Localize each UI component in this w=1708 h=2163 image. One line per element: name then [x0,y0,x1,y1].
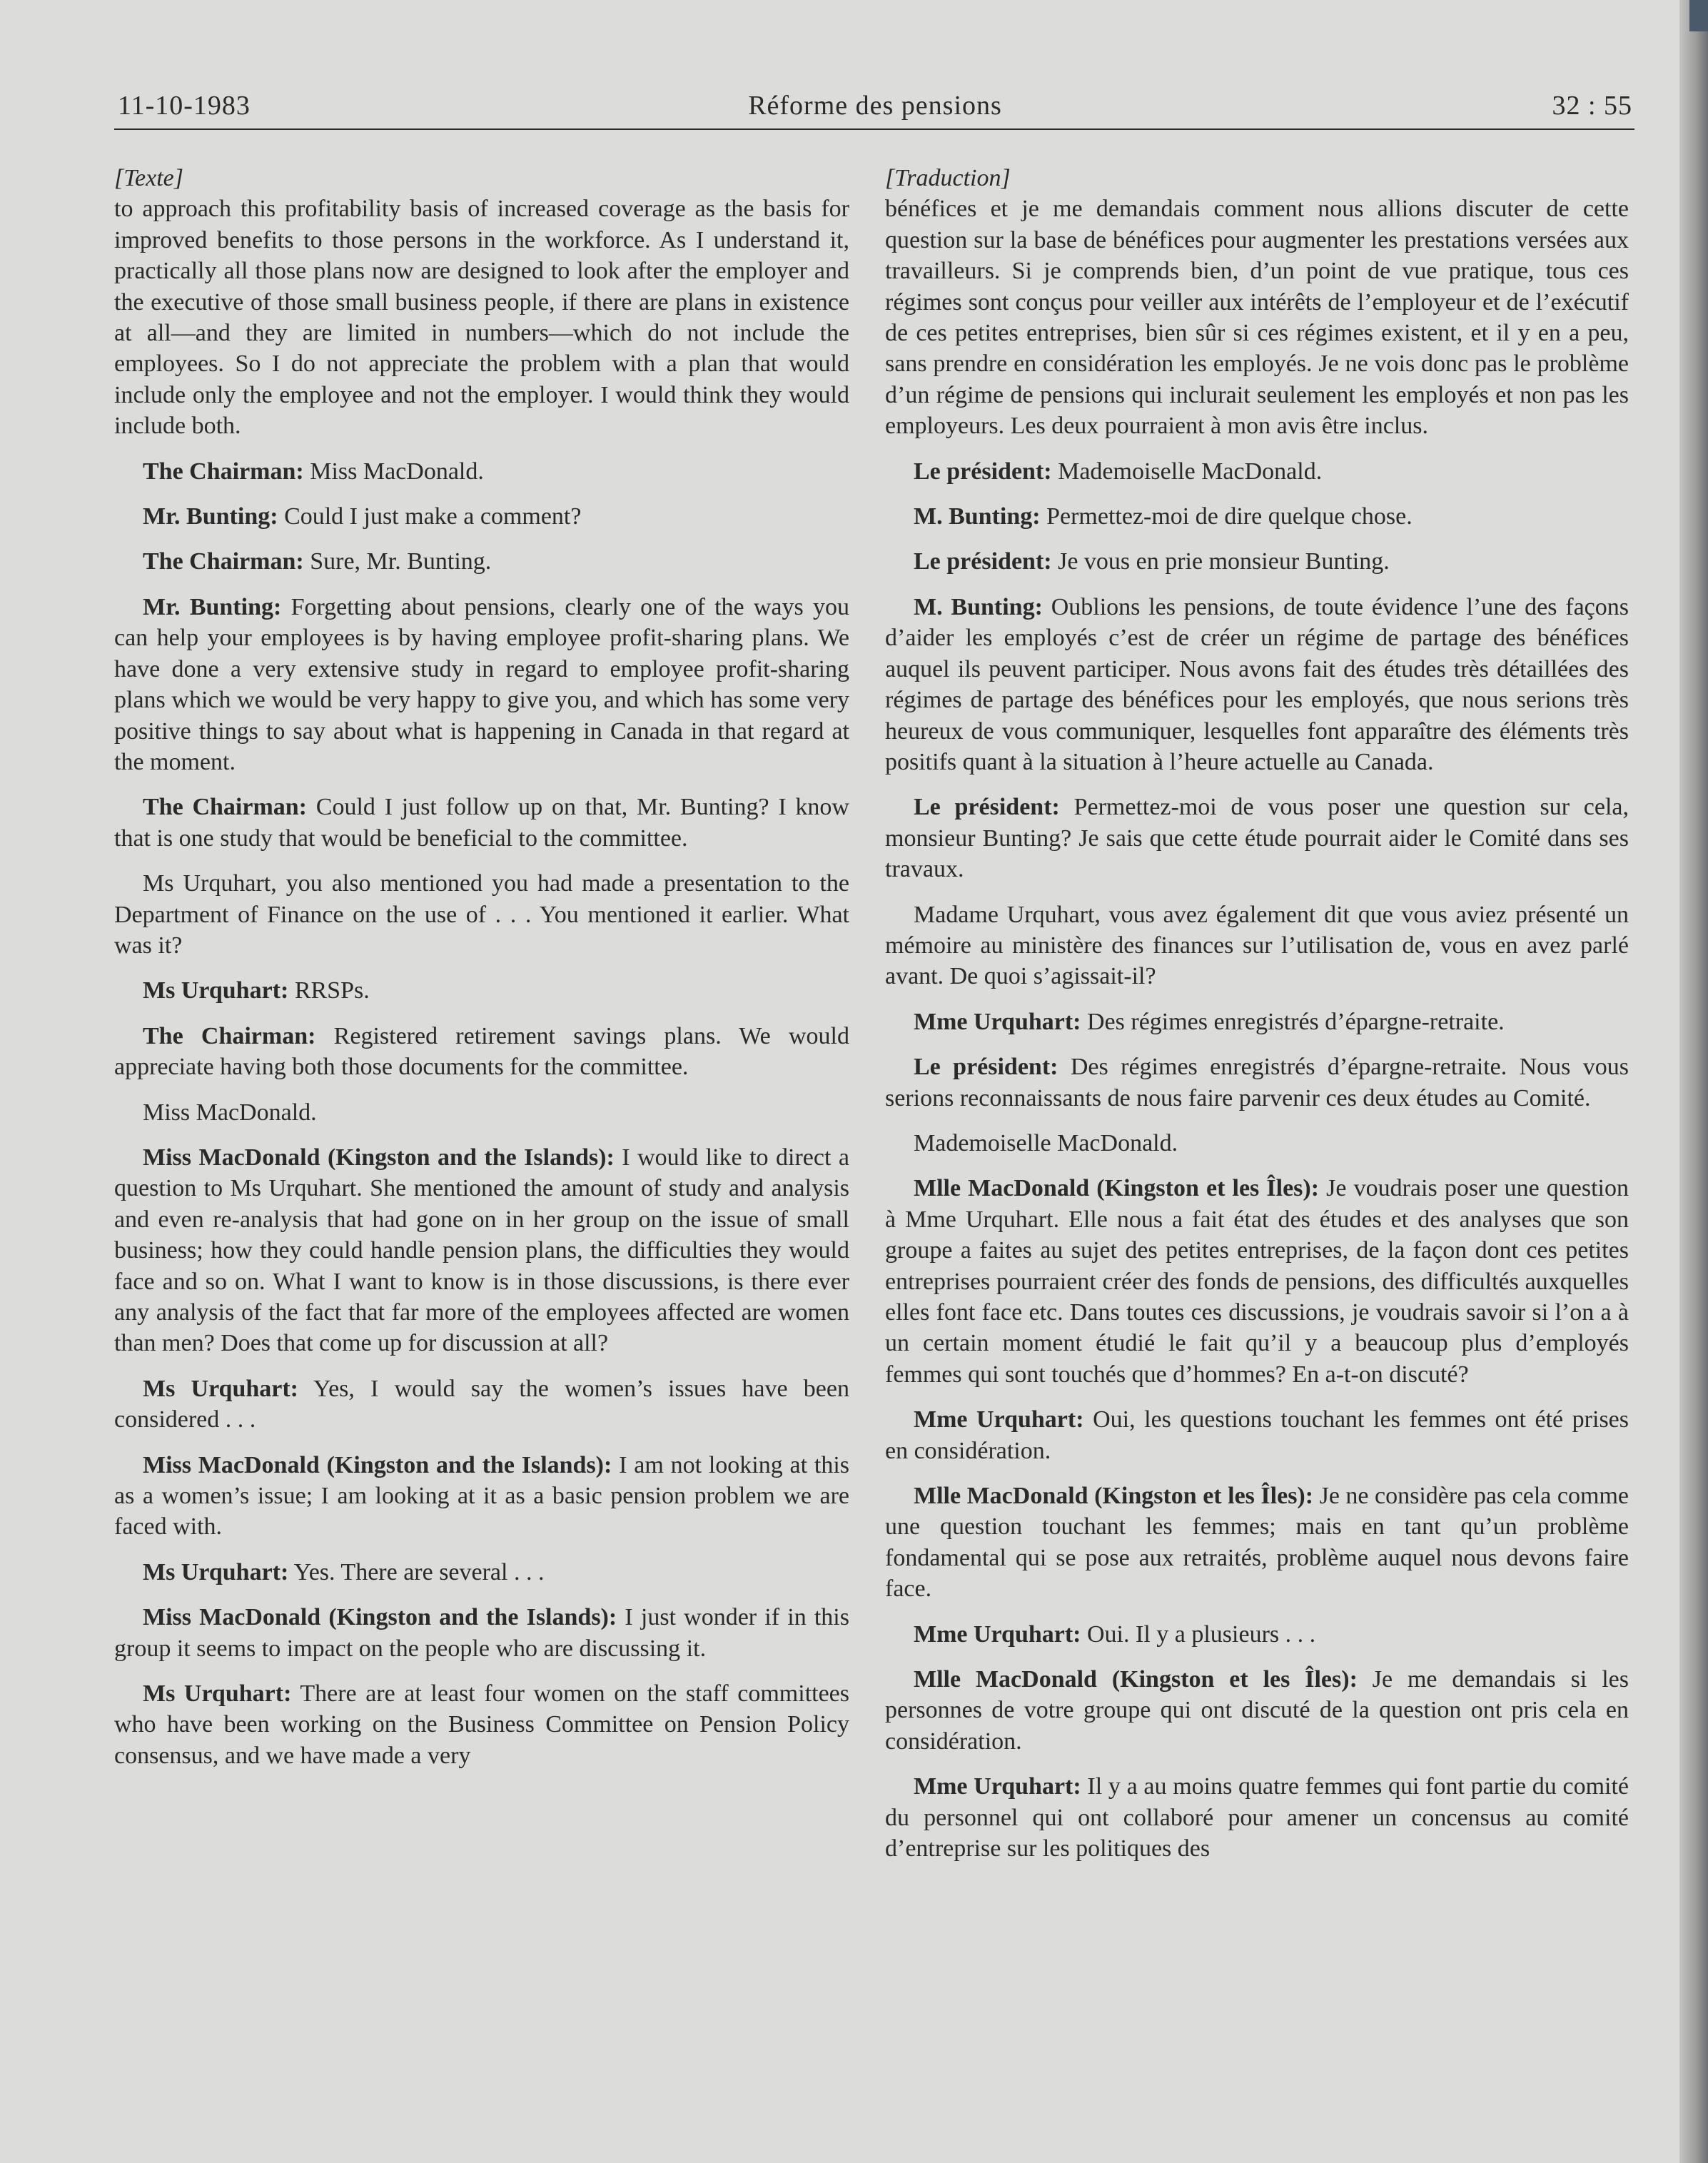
speaker-name: Mlle MacDonald (Kingston et les Îles): [914,1175,1320,1202]
speech-text: Je ne considère pas cela comme une question touchant les femmes; mais en tant qu’un problème fondamental qui se pose aux retraités, problème auquel nous devons faire face. [885,1483,1629,1603]
speech-text: Des régimes enregistrés d’épargne-retraite. Nous vous serions reconnaissants de nous faire parvenir ces deux études au Comité. [885,1054,1629,1111]
speech-text: Forgetting about pensions, clearly one of the ways you can help your employees is by having employee profit-sharing plans. We have done a very extensive study in regard to employee profit-sharing plans which we would be very happy to give you, and which has some very positive things to say about what is happening in Canada in that regard at the moment. [114,593,849,775]
speaker-name: Le président: [914,458,1052,485]
speech-list [114,456,849,1772]
speech-text: Permettez-moi de dire quelque chose. [1040,503,1413,530]
speech-paragraph [885,1052,1629,1114]
speech-paragraph [885,1619,1629,1650]
speech-paragraph [114,792,849,854]
speaker-name: Le président: [914,548,1052,575]
speech-text: Registered retirement savings plans. We would appreciate having both those documents for the committee. [114,1022,849,1081]
speech-text: RRSPs. [288,977,370,1004]
speech-paragraph [114,1557,849,1588]
speech-text: Mademoiselle MacDonald. [1051,458,1323,485]
header-title: Réforme des pensions [748,91,1002,121]
speaker-name: Mme Urquhart: [914,1008,1081,1035]
speech-text: I just wonder if in this group it seems to impact on the people who are discussing it. [114,1604,849,1662]
french-column [885,163,1629,1879]
speech-paragraph [114,592,849,777]
speech-text: Permettez-moi de vous poser une question sur cela, monsieur Bunting? Je sais que cette étude pourrait aider le Comité dans ses travaux. [885,794,1629,883]
speech-paragraph [114,868,849,961]
speaker-name: Le président: [914,794,1060,821]
speech-paragraph [885,1404,1629,1466]
speech-paragraph [885,1007,1629,1037]
header-rule [114,128,1634,130]
speech-paragraph [885,546,1629,577]
speech-text: Des régimes enregistrés d’épargne-retraite. [1081,1008,1505,1035]
speaker-name: M. Bunting: [914,593,1043,620]
speaker-name: Mr. Bunting: [143,593,282,620]
speech-text: Il y a au moins quatre femmes qui font partie du comité du personnel qui ont collaboré pour amener un concensus au comité d’entreprise sur les politiques des [885,1773,1629,1862]
speech-text: Ms Urquhart, you also mentioned you had made a presentation to the Department of Finance on the use of . . . You mentioned it earlier. What was it? [114,870,849,959]
speech-list [885,456,1629,1865]
speaker-name: The Chairman: [143,548,304,575]
header-date: 11-10-1983 [118,91,251,121]
speech-paragraph [885,592,1629,777]
speaker-name: Mme Urquhart: [914,1620,1081,1648]
speaker-name: Miss MacDonald (Kingston and the Islands): [143,1144,615,1171]
speaker-name: Ms Urquhart: [143,1680,292,1708]
speech-text: Yes. There are several . . . [288,1558,545,1585]
speaker-name: Ms Urquhart: [143,1375,299,1402]
edge-binding-mark [1689,0,1708,31]
speech-paragraph [114,501,849,532]
speech-text: Oui, les questions touchant les femmes ont été prises en considération. [885,1406,1629,1464]
speaker-name: Mlle MacDonald (Kingston et les Îles): [914,1483,1314,1510]
speaker-name: Mme Urquhart: [914,1406,1084,1433]
speech-text: Could I just make a comment? [278,503,582,530]
speech-paragraph [885,501,1629,532]
speech-text: I would like to direct a question to Ms Urquhart. She mentioned the amount of study and analysis and even re-analysis that had gone on in her group on the issue of small business; how they could handle pension plans, the difficulties they would face and so on. What I want to know is in those discussions, is there ever any analysis of the fact that far more of the employees affected are women than men? Does that come up for discussion at all? [114,1144,849,1357]
speech-text: Sure, Mr. Bunting. [303,548,492,575]
speech-text: Oui. Il y a plusieurs . . . [1081,1620,1316,1648]
english-column [114,163,849,1785]
speech-paragraph [885,1664,1629,1757]
speech-text: Oublions les pensions, de toute évidence l’une des façons d’aider les employés c’est de créer un régime de partage des bénéfices auquel ils peuvent participer. Nous avons fait des études très détaillées des régimes de partage des bénéfices pour les employés, que nous serions très heureux de vous communiquer, lesquelles font apparaître des éléments très positifs quant à la situation à l’heure actuelle au Canada. [885,593,1629,775]
speaker-name: The Chairman: [143,458,304,485]
speaker-name: The Chairman: [143,1022,316,1049]
speaker-name: Mr. Bunting: [143,503,278,530]
speech-paragraph [885,792,1629,884]
speaker-name: Ms Urquhart: [143,977,289,1004]
speech-text: Yes, I would say the women’s issues have been considered . . . [114,1375,849,1433]
speech-paragraph [885,899,1629,992]
column-marker: [Traduction] [885,165,1011,191]
speech-text: Miss MacDonald. [143,1099,317,1126]
running-header [118,90,1632,127]
speaker-name: Miss MacDonald (Kingston and the Islands): [143,1451,612,1478]
intro-paragraph: bénéfices et je me demandais comment nous allions discuter de cette question sur la base de bénéfices pour augmenter les prestations versées aux travailleurs. Si je comprends bien, d’un point de vue pratique, tous ces régimes sont conçus pour veiller aux intérêts de l’employeur et de l’exécutif de ces petites entreprises, bien sûr si ces régimes existent, et il y en a peu, sans prendre en considération les employés. Je ne vois donc pas le problème d’un régime de pensions qui inclurait seulement les employés et non pas les employeurs. Les deux pourraient à mon avis être inclus. [885,196,1629,440]
speech-paragraph [114,456,849,487]
speech-paragraph [114,546,849,577]
speech-paragraph [885,1481,1629,1605]
speech-paragraph [114,975,849,1006]
speaker-name: Miss MacDonald (Kingston and the Islands): [143,1604,617,1631]
speech-paragraph [114,1373,849,1436]
speech-text: Madame Urquhart, vous avez également dit que vous aviez présenté un mémoire au ministère des finances sur l’utilisation de, vous en avez parlé avant. De quoi s’agissait-il? [885,901,1629,990]
speech-paragraph [114,1678,849,1771]
speaker-name: Le président: [914,1054,1058,1081]
speech-text: I am not looking at this as a women’s issue; I am looking at it as a basic pension problem we are faced with. [114,1451,850,1541]
speech-text: Je voudrais poser une question à Mme Urquhart. Elle nous a fait état des études et des analyses que son groupe a faites au sujet des petites entreprises, de la façon dont ces petites entreprises pourraient créer des fonds de pensions, des difficultés auxquelles elles font face etc. Dans toutes ces discussions, je voudrais savoir si l’on a à un certain moment étudié le fait qu’il y a beaucoup plus d’employés femmes qui sont touchés que d’hommes? En a-t-on discuté? [885,1175,1629,1388]
speech-text: There are at least four women on the staff committees who have been working on the Business Committee on Pension Policy consensus, and we have made a very [114,1680,849,1769]
speaker-name: The Chairman: [143,794,307,821]
speech-text: Je me demandais si les personnes de votre groupe qui ont discuté de la question ont pris cela en considération. [885,1666,1629,1755]
speech-paragraph [885,1771,1629,1864]
intro-paragraph: to approach this profitability basis of increased coverage as the basis for improved benefits to those persons in the workforce. As I understand it, practically all those plans now are designed to look after the employer and the executive of those small business people, if there are plans in existence at all—and they are limited in numbers—which do not include the employees. So I do not appreciate the problem with a plan that would include only the employee and not the employer. I would think they would include both. [114,196,849,440]
speech-text: Miss MacDonald. [303,458,484,485]
speech-paragraph [114,1450,849,1543]
speech-paragraph [114,1142,849,1359]
speech-text: Je vous en prie monsieur Bunting. [1051,548,1390,575]
speaker-name: Mme Urquhart: [914,1773,1081,1800]
speaker-name: Mlle MacDonald (Kingston et les Îles): [914,1666,1358,1693]
header-page-number: 32 : 55 [1552,91,1632,121]
speech-paragraph [114,1602,849,1664]
speech-paragraph [114,1021,849,1083]
speaker-name: Ms Urquhart: [143,1558,289,1585]
speech-paragraph [114,1097,849,1128]
speech-text: Could I just follow up on that, Mr. Bunting? I know that is one study that would be beneficial to the committee. [114,794,849,852]
speech-paragraph [885,456,1629,487]
speaker-name: M. Bunting: [914,503,1041,530]
page-edge-shadow [1679,0,1708,2163]
speech-text: Mademoiselle MacDonald. [914,1129,1178,1156]
column-marker: [Texte] [114,165,183,191]
speech-paragraph [885,1128,1629,1159]
speech-paragraph [885,1173,1629,1390]
